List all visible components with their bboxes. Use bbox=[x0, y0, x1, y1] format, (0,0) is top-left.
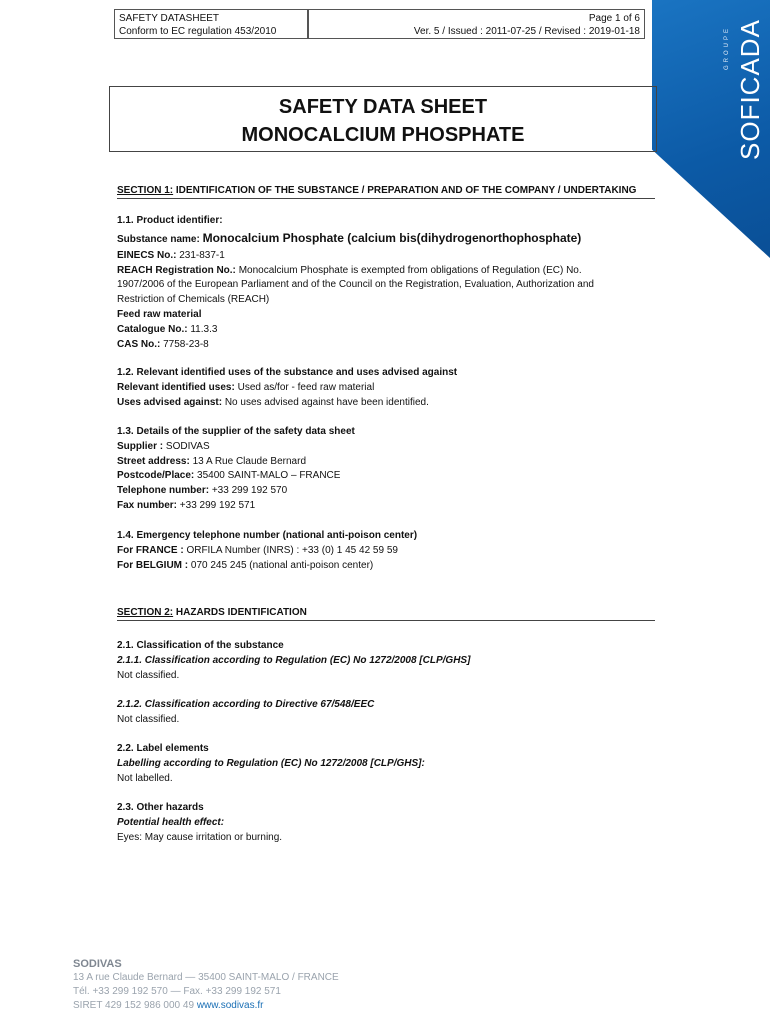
doc-title: SAFETY DATA SHEET bbox=[278, 96, 488, 118]
subsection-2-1-2-title: 2.1.2. Classification according to Directive 67/548/EEC bbox=[117, 699, 375, 710]
subsection-2-2-value: Not labelled. bbox=[117, 772, 173, 784]
france-emergency-row: For FRANCE : ORFILA Number (INRS) : +33 (0) 1 45 42 59 59 bbox=[117, 544, 398, 556]
footer-siret-row bbox=[73, 999, 339, 1013]
section-2-number: SECTION 2: bbox=[117, 607, 174, 618]
footer-siret: SIRET 429 152 986 000 49 bbox=[73, 1000, 195, 1011]
title-box bbox=[109, 86, 657, 152]
subsection-2-1-1-value: Not classified. bbox=[117, 669, 180, 681]
telephone-row: Telephone number: +33 299 192 570 bbox=[117, 485, 288, 497]
header-left-box bbox=[114, 9, 308, 39]
conformity-note: Conform to EC regulation 453/2010 bbox=[119, 26, 277, 37]
street-row: Street address: 13 A Rue Claude Bernard bbox=[117, 455, 307, 467]
subsection-2-3-sub: Potential health effect: bbox=[117, 816, 225, 828]
section-1-title: IDENTIFICATION OF THE SUBSTANCE / PREPARATION AND OF THE COMPANY / UNDERTAKING bbox=[175, 185, 637, 196]
footer-company: SODIVAS bbox=[73, 958, 122, 970]
subsection-1-3 bbox=[117, 425, 355, 514]
subsection-2-1 bbox=[117, 639, 470, 683]
advised-against-row: Uses advised against: No uses advised against have been identified. bbox=[117, 396, 429, 408]
subsection-2-1-2 bbox=[117, 698, 374, 728]
subsection-1-4-title: 1.4. Emergency telephone number (national anti-poison center) bbox=[117, 530, 418, 541]
section-1-number: SECTION 1: bbox=[117, 185, 174, 196]
subsection-1-1-title: 1.1. Product identifier: bbox=[117, 215, 223, 226]
postcode-row: Postcode/Place: 35400 SAINT-MALO – FRANCE bbox=[117, 470, 341, 482]
footer-address: 13 A rue Claude Bernard — 35400 SAINT-MALO / FRANCE bbox=[73, 972, 339, 983]
subsection-1-2 bbox=[117, 366, 457, 410]
version-info: Ver. 5 / Issued : 2011-07-25 / Revised : 2019-01-18 bbox=[413, 26, 640, 37]
section-1-heading bbox=[117, 185, 655, 199]
cas-row: CAS No.: 7758-23-8 bbox=[117, 338, 209, 350]
einecs-row: EINECS No.: 231-837-1 bbox=[117, 249, 225, 261]
section-2-heading bbox=[117, 607, 655, 621]
doc-type: SAFETY DATASHEET bbox=[119, 13, 220, 24]
fax-row: Fax number: +33 299 192 571 bbox=[117, 499, 256, 511]
reach-line-3: Restriction of Chemicals (REACH) bbox=[117, 294, 270, 306]
uses-row: Relevant identified uses: Used as/for - feed raw material bbox=[117, 381, 375, 393]
feed-material: Feed raw material bbox=[117, 308, 202, 320]
footer-phones: Tél. +33 299 192 570 — Fax. +33 299 192 571 bbox=[73, 986, 281, 997]
section-1-body bbox=[117, 214, 594, 352]
header-right-box bbox=[308, 9, 645, 39]
subsection-2-2-title: 2.2. Label elements bbox=[117, 743, 209, 754]
footer bbox=[73, 957, 339, 1013]
subsection-2-3-title: 2.3. Other hazards bbox=[117, 802, 204, 813]
belgium-emergency-row: For BELGIUM : 070 245 245 (national anti-poison center) bbox=[117, 559, 374, 571]
substance-name-row: Substance name: Monocalcium Phosphate (calcium bis(dihydrogenorthophosphate) bbox=[117, 230, 582, 245]
footer-website-link[interactable]: www.sodivas.fr bbox=[196, 1000, 264, 1011]
brand-logo: SOFICADA bbox=[735, 19, 765, 160]
subsection-2-3-value: Eyes: May cause irritation or burning. bbox=[117, 831, 283, 843]
page-number: Page 1 of 6 bbox=[588, 13, 640, 24]
substance-name-value: Monocalcium Phosphate (calcium bis(dihydrogenorthophosphate) bbox=[202, 230, 582, 245]
subsection-2-2-sub: Labelling according to Regulation (EC) No 1272/2008 [CLP/GHS]: bbox=[117, 757, 425, 769]
subsection-1-3-title: 1.3. Details of the supplier of the safety data sheet bbox=[117, 426, 355, 437]
subsection-2-3 bbox=[117, 801, 282, 845]
supplier-row: Supplier : SODIVAS bbox=[117, 440, 210, 452]
subsection-2-1-1-title: 2.1.1. Classification according to Regulation (EC) No 1272/2008 [CLP/GHS] bbox=[117, 654, 471, 666]
catalogue-row: Catalogue No.: 11.3.3 bbox=[117, 323, 218, 335]
section-2-title: HAZARDS IDENTIFICATION bbox=[175, 607, 307, 618]
subsection-1-2-title: 1.2. Relevant identified uses of the substance and uses advised against bbox=[117, 367, 458, 378]
product-title: MONOCALCIUM PHOSPHATE bbox=[241, 124, 525, 146]
subsection-2-1-title: 2.1. Classification of the substance bbox=[117, 640, 284, 651]
reach-line-2: 1907/2006 of the European Parliament and of the Council on the Registration, Evaluation, Authorization and bbox=[117, 279, 594, 291]
reach-row: REACH Registration No.: Monocalcium Phosphate is exempted from obligations of Regulation (EC) No. bbox=[117, 264, 582, 276]
brand-subtitle: GROUPE bbox=[724, 25, 730, 70]
subsection-2-1-2-value: Not classified. bbox=[117, 713, 180, 725]
subsection-2-2 bbox=[117, 742, 425, 786]
subsection-1-4 bbox=[117, 529, 417, 573]
